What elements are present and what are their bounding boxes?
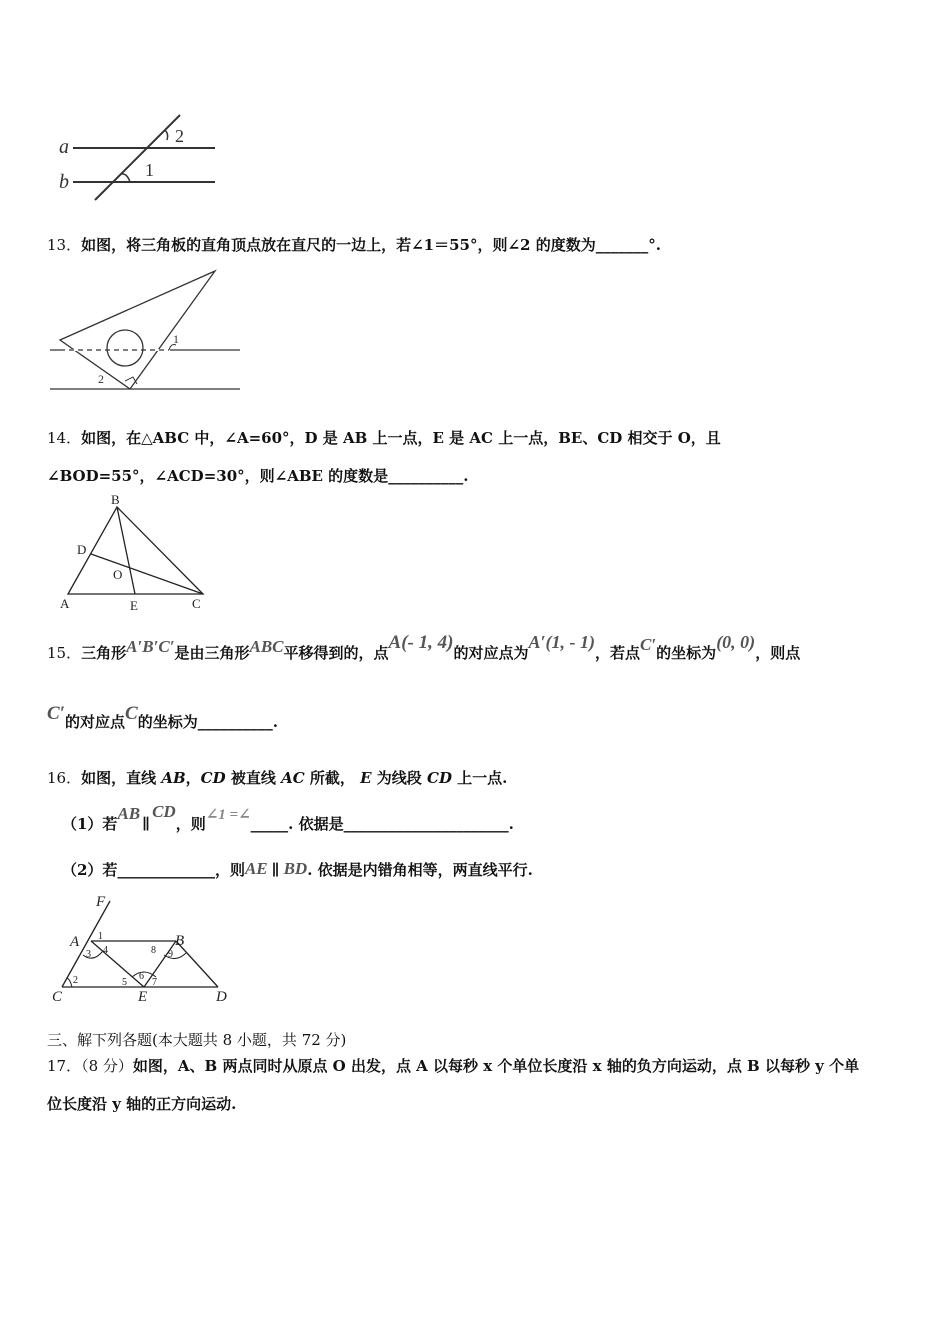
q16-cd: CD (200, 769, 226, 787)
q16p1-label: （1）若 (62, 815, 118, 833)
q15-math-point-a: A(- 1, 4) (388, 632, 454, 653)
q16p2-blank[interactable]: _____________ (117, 861, 215, 879)
q16p2-text-1: ，则 (214, 861, 245, 879)
label-B: B (175, 933, 185, 949)
label-A: A (70, 934, 80, 950)
right-angle-mark (125, 377, 137, 384)
q15-number: 15． (47, 644, 82, 662)
figure-q12-parallel-lines (55, 110, 225, 205)
label-D: D (216, 989, 227, 1005)
section-3-title-text: 三、解下列各题(本大题共 8 小题，共 72 分) (47, 1031, 347, 1049)
q13-number: 13． (47, 236, 82, 254)
q16-text-3: 所截， (304, 769, 361, 787)
q16p1-math-cd: CD (152, 802, 176, 821)
label-angle-2: 2 (98, 372, 104, 386)
question-17-line2 (47, 1094, 236, 1114)
angle-1-arc (121, 174, 130, 182)
q17-text-line1: 如图，A、B 两点同时从原点 O 出发，点 A 以每秒 x 个单位长度沿 x 轴的负方向运动，点 B 以每秒 y 个单 (132, 1057, 860, 1075)
q16-number: 16． (47, 769, 82, 787)
q14-number: 14． (47, 429, 82, 447)
q16p1-text-2: . 依据是 (288, 815, 344, 833)
q16-comma: ， (185, 769, 201, 787)
q16-text-5: 上一点. (451, 769, 508, 787)
q17-text-line2: 位长度沿 y 轴的正方向运动. (47, 1095, 237, 1113)
q16-ac: AC (281, 769, 305, 787)
q15-text-3: 平移得到的，点 (283, 644, 389, 662)
q16p2-label: （2）若 (62, 861, 118, 879)
q16-e: E (360, 769, 372, 787)
q15-text-5: ，若点 (595, 644, 641, 662)
label-n1: 1 (98, 931, 103, 942)
question-17-line1 (47, 1056, 859, 1076)
q16p1-blank-1[interactable]: _____ (250, 815, 289, 833)
q16-cd2: CD (427, 769, 452, 787)
figure-q16-lines (48, 893, 238, 1008)
question-13 (47, 235, 661, 255)
line-ae (91, 941, 144, 987)
label-n8: 8 (151, 945, 156, 956)
q14-text-line2: ∠BOD=55°，∠ACD=30°，则∠ABE 的度数是 (47, 467, 389, 485)
question-14-line2 (47, 466, 468, 486)
label-E: E (138, 989, 148, 1005)
q16p1-tail: . (508, 815, 514, 833)
label-angle-1: 1 (173, 332, 179, 346)
q15-tail: . (272, 713, 278, 731)
q13-text: 如图，将三角板的直角顶点放在直尺的一边上，若∠1＝55°，则∠2 的度数为 (81, 236, 596, 254)
triangle-hole (107, 330, 143, 366)
q15-math-point-a1: A′(1, - 1) (528, 632, 596, 652)
label-D: D (77, 542, 87, 557)
label-n2: 2 (73, 975, 78, 986)
label-B: B (111, 492, 120, 507)
q14-tail: . (463, 467, 469, 485)
segment-cd (91, 554, 203, 594)
q15-text-9: 的坐标为 (137, 713, 198, 731)
q15-math-abc: ABC (249, 637, 284, 656)
question-15-line1 (47, 632, 801, 672)
q15-text-2: 是由三角形 (174, 644, 250, 662)
label-n9: 9 (168, 949, 173, 960)
q14-blank[interactable]: __________ (388, 467, 464, 485)
section-3-title (47, 1030, 346, 1050)
q13-blank[interactable]: _______ (595, 236, 649, 254)
question-16-part1 (62, 802, 514, 840)
q15-text-8: 的对应点 (65, 713, 126, 731)
q16p2-text-2: . 依据是内错角相等，两直线平行. (307, 861, 533, 879)
question-16 (47, 768, 507, 788)
q15-math-c1-b: C′ (47, 703, 66, 724)
label-F: F (96, 894, 106, 910)
q15-math-a1b1c1: A′B′C′ (126, 637, 175, 656)
q16p1-blank-2[interactable]: ______________________ (343, 815, 509, 833)
label-C: C (52, 989, 63, 1005)
q16p2-math-bd: BD (283, 859, 308, 878)
label-n6: 6 (139, 971, 144, 982)
angle-2-arc (165, 130, 168, 140)
q15-text-4: 的对应点为 (453, 644, 529, 662)
question-14-line1 (47, 428, 721, 448)
question-16-part2 (62, 860, 533, 886)
q16p1-math-angle: ∠1 =∠ (205, 807, 251, 823)
q16-text-2: 被直线 (225, 769, 282, 787)
figure-q14-triangle-abc (55, 492, 220, 614)
q16p2-math-ae: AE (244, 859, 268, 878)
label-n4: 4 (103, 945, 108, 956)
triangle-board (60, 271, 215, 389)
line-be (144, 941, 176, 987)
q15-text-1: 三角形 (81, 644, 127, 662)
label-E: E (130, 598, 138, 613)
q15-text-7: ，则点 (755, 644, 801, 662)
q15-math-c1: C′ (640, 635, 657, 654)
q15-text-6: 的坐标为 (656, 644, 717, 662)
label-n5: 5 (122, 977, 127, 988)
q16-ab: AB (161, 769, 186, 787)
label-C: C (192, 596, 201, 611)
triangle-abc (68, 507, 203, 594)
q16-text-4: 为线段 (371, 769, 427, 787)
transversal-line (95, 115, 180, 200)
label-b: b (59, 171, 69, 193)
figure-q13-triangle-ruler (45, 265, 245, 395)
label-a: a (59, 136, 69, 158)
q16p1-math-ab: AB (117, 804, 141, 823)
q15-math-origin: (0, 0) (716, 632, 756, 652)
label-n3: 3 (86, 949, 91, 960)
label-O: O (113, 567, 123, 582)
label-n7: 7 (152, 977, 157, 988)
label-angle-1: 1 (145, 160, 154, 180)
q15-math-c: C (125, 703, 138, 724)
label-angle-2: 2 (175, 126, 184, 146)
q17-score: （8 分） (81, 1057, 133, 1075)
label-A: A (60, 596, 70, 611)
question-15-line2 (47, 703, 278, 742)
q16p2-parallel: ∥ (271, 861, 280, 879)
q17-number: 17． (47, 1057, 82, 1075)
angle-arc-c (67, 978, 72, 987)
q16-text-1: 如图，直线 (81, 769, 162, 787)
q16p1-parallel: ∥ (142, 815, 151, 833)
q13-tail: °. (648, 236, 661, 254)
q14-text-line1: 如图，在△ABC 中，∠A=60°，D 是 AB 上一点，E 是 AC 上一点，BE、CD 相交于 O，且 (81, 429, 721, 447)
q16p1-text-1: ，则 (175, 815, 206, 833)
q15-blank[interactable]: __________ (197, 713, 273, 731)
